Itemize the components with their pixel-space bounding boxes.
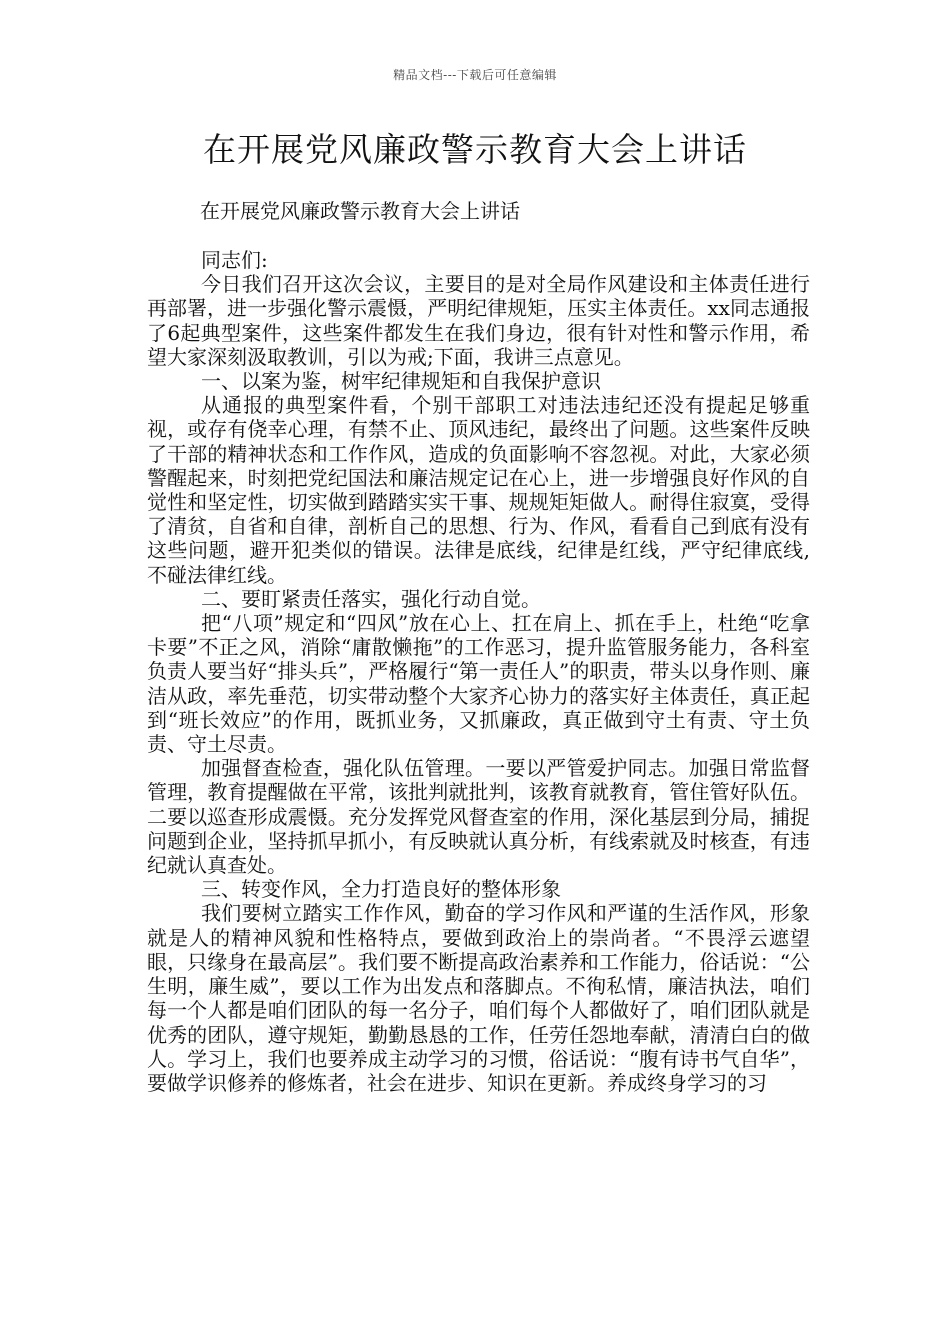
section-heading-1: 一、以案为鉴，树牢纪律规矩和自我保护意识 [201, 369, 601, 394]
paragraph-intro: 今日我们召开这次会议，主要目的是对全局作风建设和主体责任进行再部署，进一步强化警示震慑，严明纪律规矩，压实主体责任。xx同志通报了6起典型案件，这些案件都发生在我们身边，很有针对性和警示作用，希望大家深刻汲取教训，引以为戒;下面，我讲三点意见。 [147, 272, 810, 369]
document-subtitle: 在开展党风廉政警示教育大会上讲话 [200, 199, 520, 223]
paragraph-section-1: 从通报的典型案件看，个别干部职工对违法违纪还没有提起足够重视，或存有侥幸心理，有禁不止、顶风违纪，最终出了问题。这些案件反映了干部的精神状态和工作作风，造成的负面影响不容忽视。对此，大家必须警醒起来，时刻把党纪国法和廉洁规定记在心上，进一步增强良好作风的自觉性和坚定性，切实做到踏踏实实干事、规规矩矩做人。耐得住寂寞，受得了清贫，自省和自律，剖析自己的思想、行为、作风，看看自己到底有没有这些问题，避开犯类似的错误。法律是底线，纪律是红线，严守纪律底线,不碰法律红线。 [147, 393, 810, 587]
paragraph-section-2a: 把“八项”规定和“四风”放在心上、扛在肩上、抓在手上，杜绝“吃拿卡要”不正之风，消除“庸散懒拖”的工作恶习，提升监管服务能力，各科室负责人要当好“排头兵”，严格履行“第一责任人”的职责，带头以身作则、廉洁从政，率先垂范，切实带动整个大家齐心协力的落实好主体责任，真正起到“班长效应”的作用，既抓业务，又抓廉政，真正做到守土有责、守土负责、守土尽责。 [147, 611, 810, 757]
paragraph-section-3: 我们要树立踏实工作作风，勤奋的学习作风和严谨的生活作风，形象就是人的精神风貌和性格特点，要做到政治上的崇尚者。“不畏浮云遮望眼，只缘身在最高层”。我们要不断提高政治素养和工作能力，俗话说：“公生明，廉生威”，要以工作为出发点和落脚点。不徇私情，廉洁执法，咱们每一个人都是咱们团队的每一名分子，咱们每个人都做好了，咱们团队就是优秀的团队，遵守规矩，勤勤恳恳的工作，任劳任怨地奉献，清清白白的做人。学习上，我们也要养成主动学习的习惯，俗话说：“腹有诗书气自华”，要做学识修养的修炼者，社会在进步、知识在更新。养成终身学习的习 [147, 901, 810, 1095]
document-body [147, 248, 810, 1095]
section-heading-3: 三、转变作风，全力打造良好的整体形象 [201, 877, 561, 902]
salutation: 同志们: [201, 248, 268, 272]
paragraph-section-2b: 加强督查检查，强化队伍管理。一要以严管爱护同志。加强日常监督管理，教育提醒做在平常，该批判就批判，该教育就教育，管住管好队伍。二要以巡查形成震慑。充分发挥党风督查室的作用，深化基层到分局，捕捉问题到企业，坚持抓早抓小，有反映就认真分析，有线索就及时核查，有违纪就认真查处。 [147, 756, 810, 878]
document-title: 在开展党风廉政警示教育大会上讲话 [203, 130, 747, 169]
section-heading-2: 二、要盯紧责任落实，强化行动自觉。 [201, 586, 541, 611]
header-note: 精品文档---下载后可任意编辑 [393, 68, 557, 82]
